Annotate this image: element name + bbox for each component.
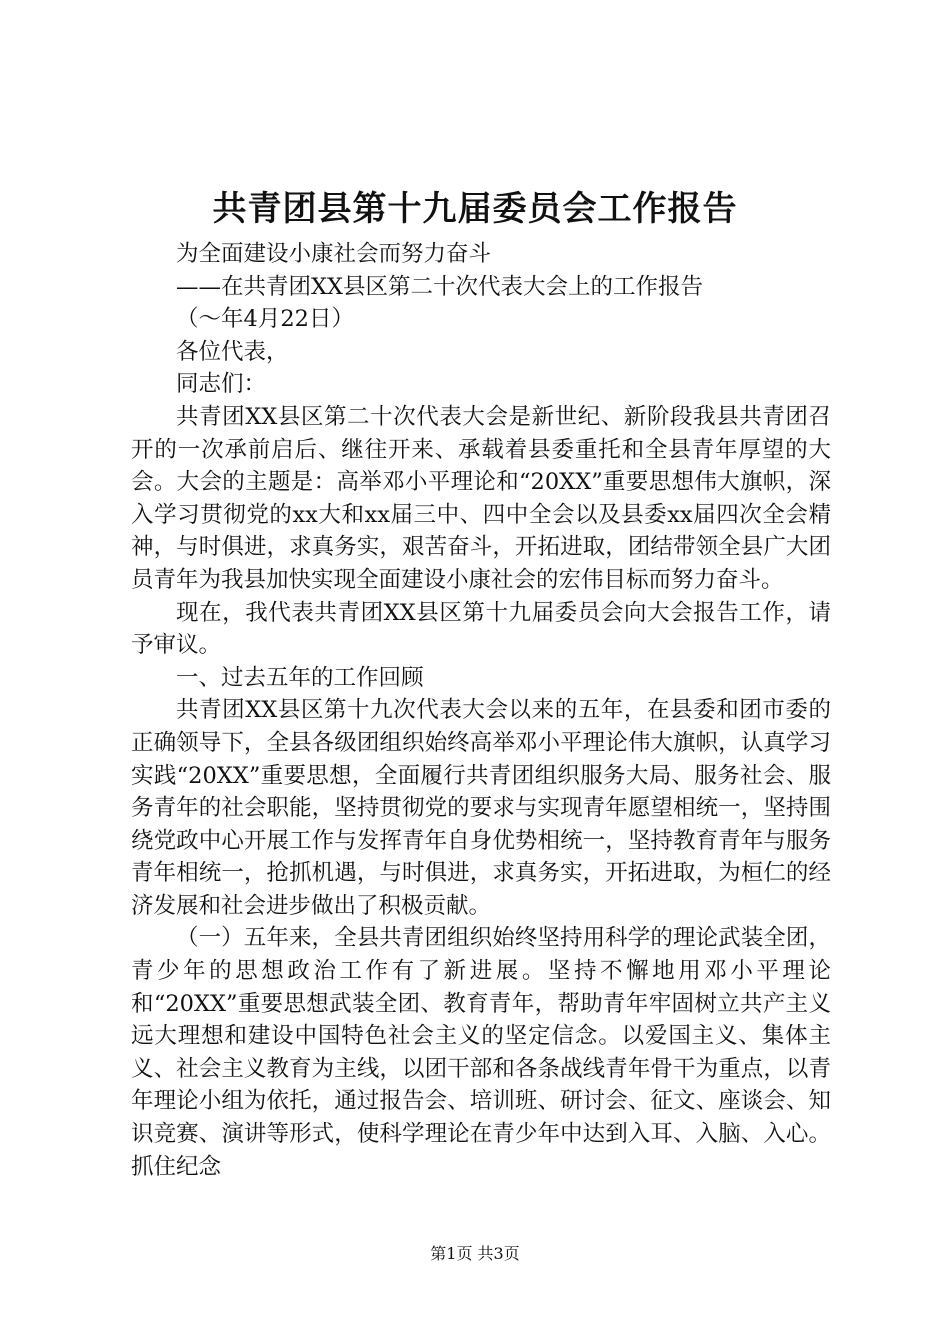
document-title: 共青团县第十九届委员会工作报告 [212, 189, 738, 229]
document-subheading: ——在共青团XX县区第二十次代表大会上的工作报告 [176, 273, 704, 300]
salutation-comrades: 同志们： [176, 371, 267, 398]
document-date: （～年4月22日） [176, 306, 354, 333]
salutation-delegates: 各位代表， [176, 338, 289, 365]
document-body [131, 238, 831, 1183]
document-subtitle: 为全面建设小康社会而努力奋斗 [176, 241, 492, 267]
paragraph-report-intro: 现在，我代表共青团XX县区第十九届委员会向大会报告工作，请予审议。 [131, 599, 831, 659]
paragraph-five-year-review: 共青团XX县区第十九次代表大会以来的五年，在县委和团市委的正确领导下，全县各级团组织始终高举邓小平理论伟大旗帜，认真学习实践“20XX”重要思想，全面履行共青团组织服务大局、服务社会、服务青年的社会职能，坚持贯彻党的要求与实现青年愿望相统一，坚持围绕党政中心开展工作与发挥青年自身优势相统一，坚持教育青年与服务青年相统一，抢抓机遇，与时俱进，求真务实，开拓进取，为桓仁的经济发展和社会进步做出了积极贡献。 [131, 697, 831, 919]
page-number-footer: 第1页 共3页 [430, 1244, 520, 1263]
section-heading-review: 一、过去五年的工作回顾 [176, 664, 424, 691]
paragraph-theory-education: （一）五年来，全县共青团组织始终坚持用科学的理论武装全团，青少年的思想政治工作有了新进展。坚持不懈地用邓小平理论和“20XX”重要思想武装全团、教育青年，帮助青年牢固树立共产主义远大理想和建设中国特色社会主义的坚定信念。以爱国主义、集体主义、社会主义教育为主线，以团干部和各条战线青年骨干为重点，以青年理论小组为依托，通过报告会、培训班、研讨会、征文、座谈会、知识竞赛、演讲等形式，使科学理论在青少年中达到入耳、入脑、入心。抓住纪念 [131, 925, 831, 1180]
paragraph-congress-theme: 共青团XX县区第二十次代表大会是新世纪、新阶段我县共青团召开的一次承前启后、继往开来、承载着县委重托和全县青年厚望的大会。大会的主题是：高举邓小平理论和“20XX”重要思想伟大旗帜，深入学习贯彻党的xx大和xx届三中、四中全会以及县委xx届四次全会精神，与时俱进，求真务实，艰苦奋斗，开拓进取，团结带领全县广大团员青年为我县加快实现全面建设小康社会的宏伟目标而努力奋斗。 [131, 403, 831, 593]
